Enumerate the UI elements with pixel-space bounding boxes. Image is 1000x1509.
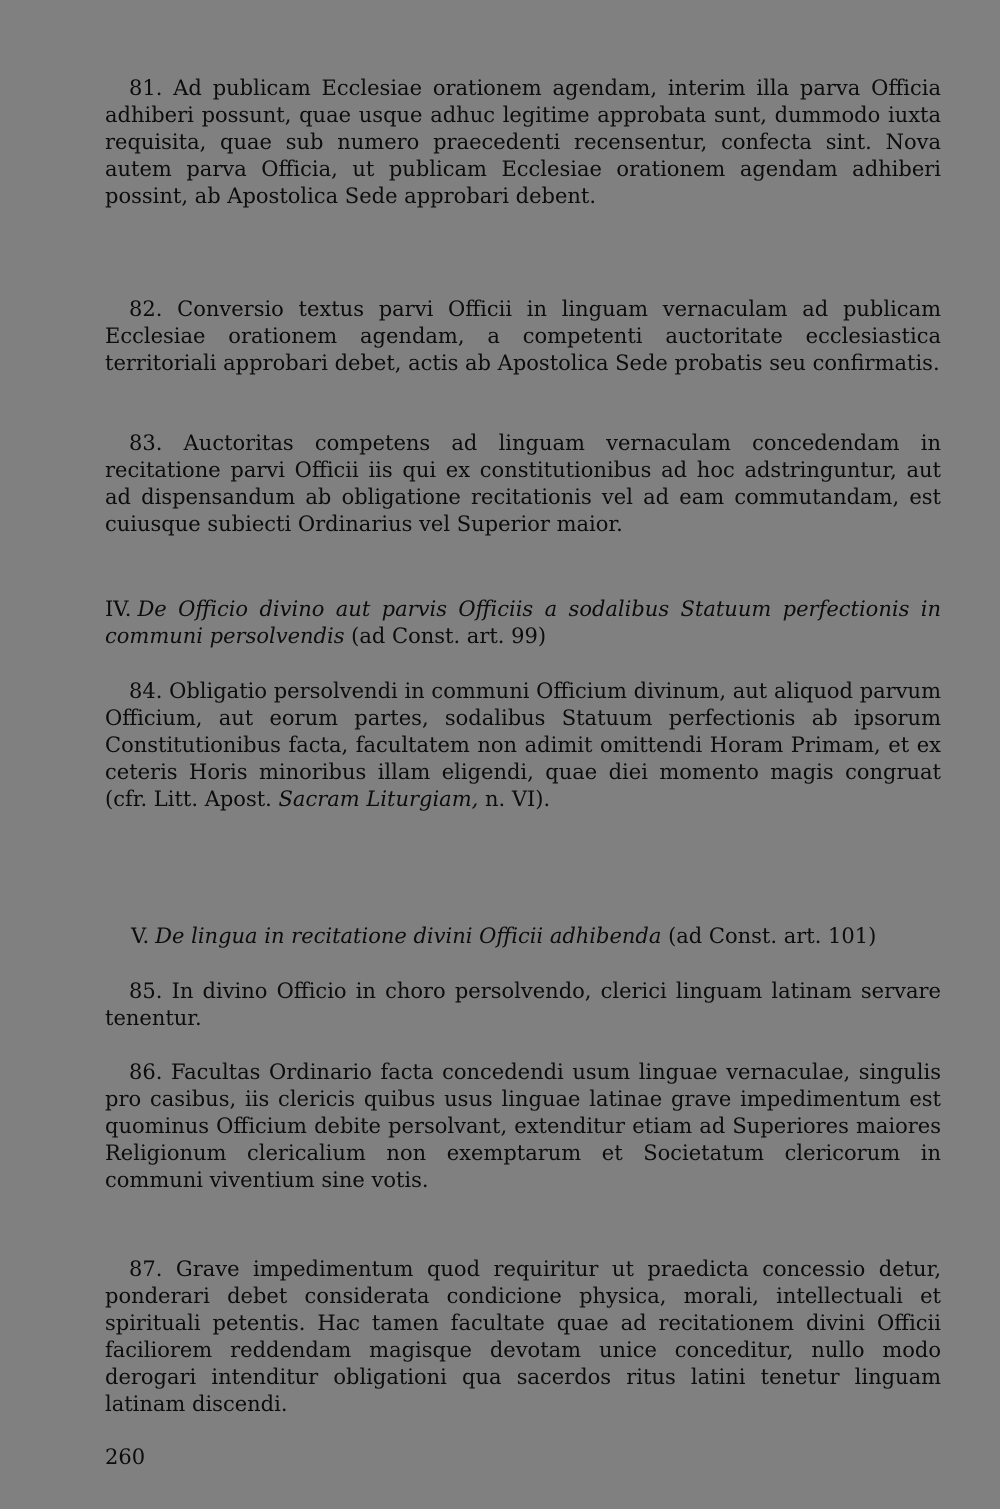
paragraph-text: Grave impedimentum quod requiritur ut praedicta concessio detur, ponderari debet considerata condicione physica, morali, intellectuali et spirituali petentis. Hac tamen facultate quae ad recitationem divini Officii faciliorem reddendam magisque devotam unice conceditur, nullo modo derogari intenditur obligationi qua sacerdos ritus latini tenetur linguam latinam discendi.: [105, 1257, 941, 1416]
paragraph-83: [105, 430, 941, 538]
paragraph-81: [105, 75, 941, 210]
section-reference: (ad Const. art. 101): [668, 924, 877, 948]
section-heading-iv: [105, 596, 941, 650]
paragraph-86: [105, 1059, 941, 1194]
section-heading-v: [105, 923, 941, 950]
paragraph-number: 82.: [129, 297, 163, 321]
paragraph-text-end: n. VI).: [484, 787, 551, 811]
section-title: De lingua in recitatione divini Officii adhibenda: [155, 924, 662, 948]
paragraph-number: 87.: [129, 1257, 163, 1281]
section-numeral: V.: [131, 924, 150, 948]
paragraph-84: [105, 678, 941, 813]
paragraph-text: Conversio textus parvi Officii in linguam vernaculam ad publicam Ecclesiae orationem agendam, a competenti auctoritate ecclesiastica territoriali approbari debet, actis ab Apostolica Sede probatis seu confirmatis.: [105, 297, 941, 375]
paragraph-text: Obligatio persolvendi in communi Officium divinum, aut aliquod parvum Officium, aut eorum partes, sodalibus Statuum perfectionis ab ipsorum Constitutionibus facta, facultatem non adimit omittendi Horam Primam, et ex ceteris Horis minoribus illam eligendi, quae diei momento magis congruat (cfr. Litt. Apost.: [105, 679, 941, 811]
page-number: 260: [105, 1445, 146, 1469]
paragraph-number: 84.: [129, 679, 163, 703]
paragraph-number: 86.: [129, 1060, 163, 1084]
paragraph-text: In divino Officio in choro persolvendo, clerici linguam latinam servare tenentur.: [105, 979, 941, 1030]
paragraph-82: [105, 296, 941, 377]
section-numeral: IV.: [105, 597, 132, 621]
section-title: De Officio divino aut parvis Officiis a sodalibus Statuum perfectionis in communi persolvendis: [105, 597, 941, 648]
paragraph-text: Auctoritas competens ad linguam vernaculam concedendam in recitatione parvi Officii iis qui ex constitutionibus ad hoc adstringuntur, aut ad dispensandum ab obligatione recitationis vel ad eam commutandam, est cuiusque subiecti Ordinarius vel Superior maior.: [105, 431, 941, 536]
paragraph-text: Ad publicam Ecclesiae orationem agendam, interim illa parva Officia adhiberi possunt, quae usque adhuc legitime approbata sunt, dummodo iuxta requisita, quae sub numero praecedenti recensentur, confecta sint. Nova autem parva Officia, ut publicam Ecclesiae orationem agendam adhiberi possint, ab Apostolica Sede approbari debent.: [105, 76, 941, 208]
paragraph-85: [105, 978, 941, 1032]
section-reference: (ad Const. art. 99): [351, 624, 547, 648]
cited-title: Sacram Liturgiam,: [278, 787, 479, 811]
paragraph-number: 81.: [129, 76, 163, 100]
paragraph-87: [105, 1256, 941, 1418]
paragraph-number: 83.: [129, 431, 163, 455]
paragraph-number: 85.: [129, 979, 163, 1003]
paragraph-text: Facultas Ordinario facta concedendi usum linguae vernaculae, singulis pro casibus, iis clericis quibus usus linguae latinae grave impedimentum est quominus Officium debite persolvant, extenditur etiam ad Superiores maiores Religionum clericalium non exemptarum et Societatum clericorum in communi viventium sine votis.: [105, 1060, 941, 1192]
